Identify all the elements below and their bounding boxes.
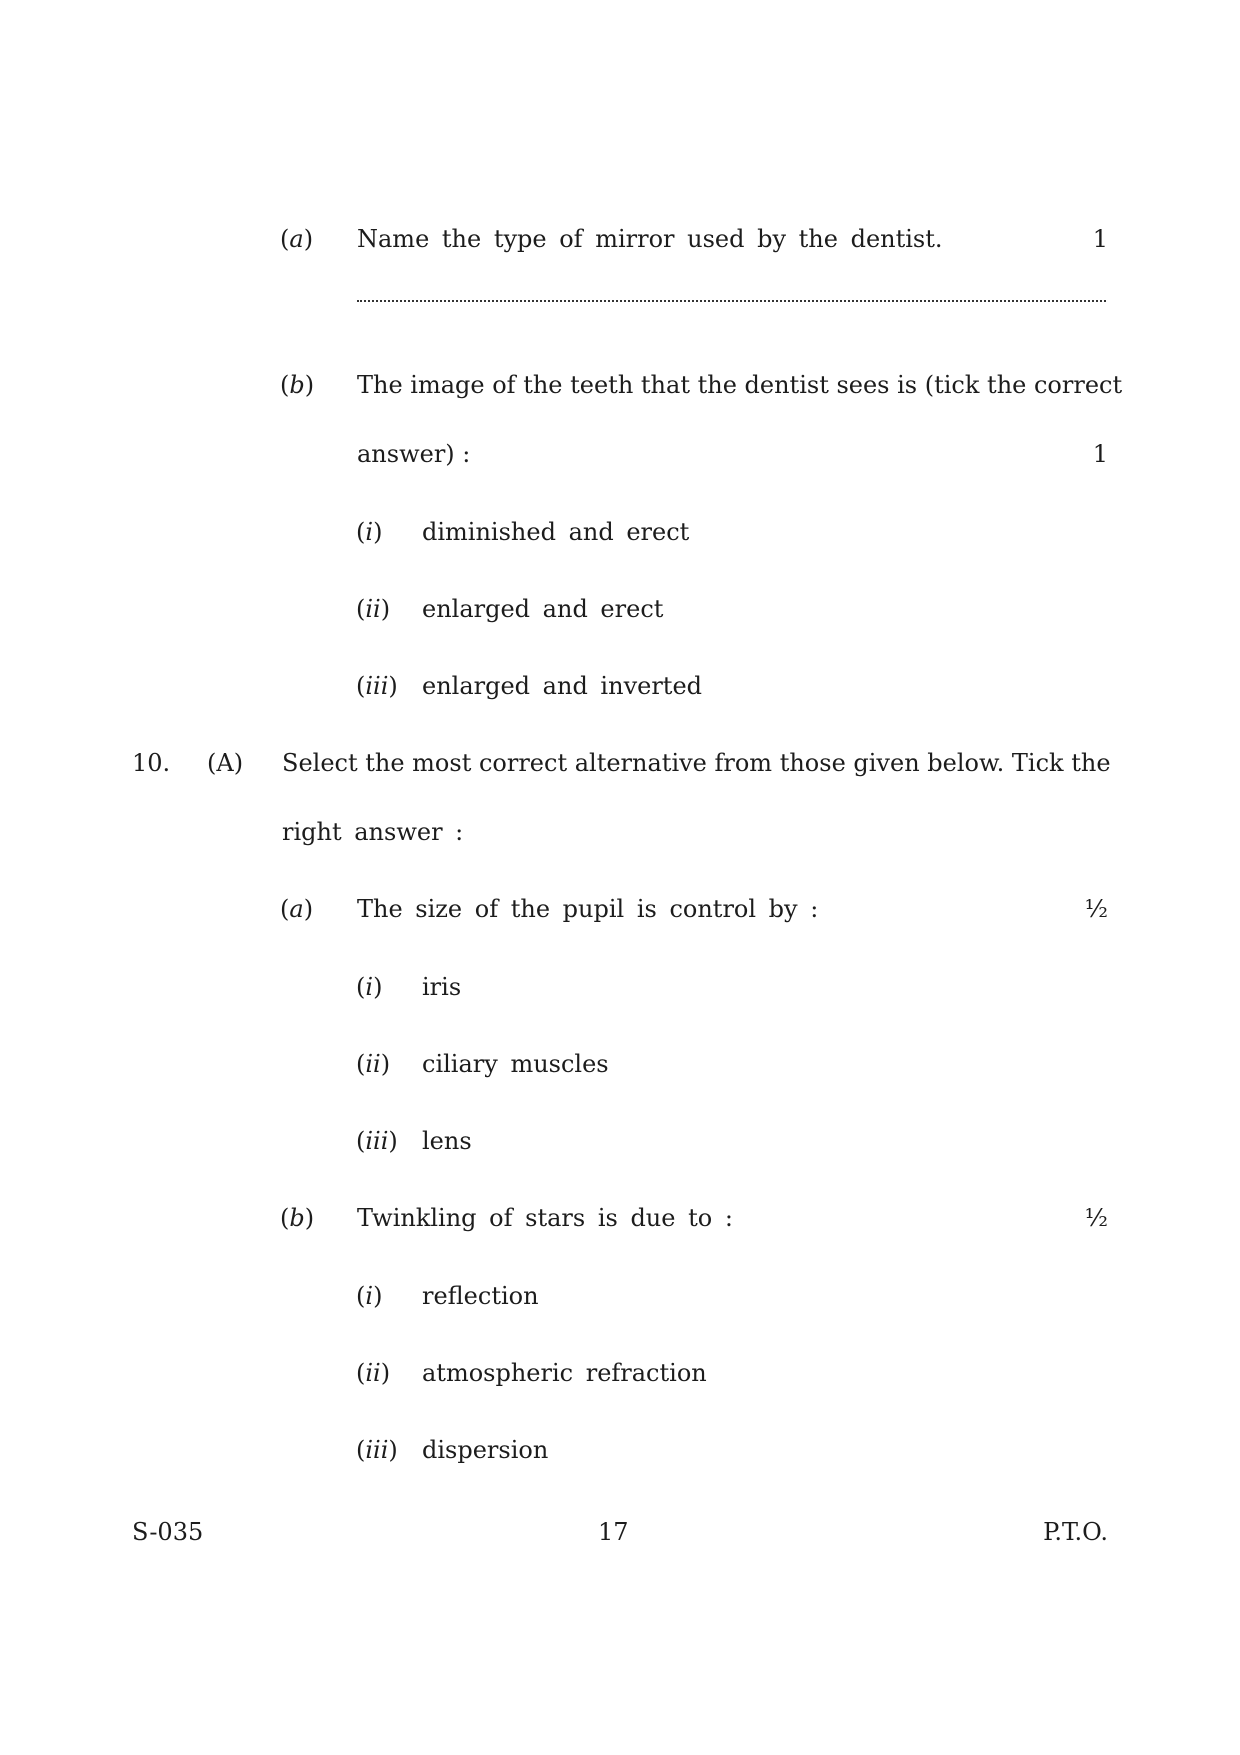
q9b-option-2-num: (ii) (356, 595, 391, 623)
q10b-marks: ½ (1084, 1204, 1108, 1232)
q10-instruction-line1: Select the most correct alternative from those given below. Tick the (282, 749, 1111, 777)
q10a-label: (a) (280, 895, 314, 923)
footer-page-number: 17 (598, 1518, 629, 1546)
answer-line[interactable] (357, 300, 1106, 302)
q9b-text-line2: answer) : (357, 440, 471, 468)
q9b-text-line1: The image of the teeth that the dentist sees is (tick the correct (357, 371, 1123, 399)
q10a-option-1[interactable]: iris (422, 973, 462, 1001)
q10-number: 10. (132, 749, 171, 777)
footer-pto: P.T.O. (1043, 1518, 1108, 1546)
q10b-label: (b) (280, 1204, 315, 1232)
q10a-option-3[interactable]: lens (422, 1127, 472, 1155)
q10-instruction-line2: right answer : (282, 818, 464, 846)
q10-section: (A) (207, 749, 244, 777)
q10b-option-3[interactable]: dispersion (422, 1436, 549, 1464)
q10a-text: The size of the pupil is control by : (357, 895, 819, 923)
q9b-option-3[interactable]: enlarged and inverted (422, 672, 703, 700)
q9a-marks: 1 (1092, 225, 1108, 253)
q10b-option-2[interactable]: atmospheric refraction (422, 1359, 707, 1387)
q10a-option-2-num: (ii) (356, 1050, 391, 1078)
q10a-marks: ½ (1084, 895, 1108, 923)
q9b-option-1[interactable]: diminished and erect (422, 518, 690, 546)
footer-paper-code: S-035 (132, 1518, 204, 1546)
q9b-label: (b) (280, 371, 315, 399)
q9a-label: (a) (280, 225, 314, 253)
q9a-text: Name the type of mirror used by the dentist. (357, 225, 943, 253)
q9b-option-3-num: (iii) (356, 672, 398, 700)
q10b-option-3-num: (iii) (356, 1436, 398, 1464)
q10a-option-1-num: (i) (356, 973, 383, 1001)
q10a-option-3-num: (iii) (356, 1127, 398, 1155)
q10b-option-1-num: (i) (356, 1282, 383, 1310)
q10a-option-2[interactable]: ciliary muscles (422, 1050, 609, 1078)
q10b-option-1[interactable]: reflection (422, 1282, 539, 1310)
q9b-option-2[interactable]: enlarged and erect (422, 595, 664, 623)
q10b-text: Twinkling of stars is due to : (357, 1204, 733, 1232)
q9b-option-1-num: (i) (356, 518, 383, 546)
q10b-option-2-num: (ii) (356, 1359, 391, 1387)
q9b-marks: 1 (1092, 440, 1108, 468)
